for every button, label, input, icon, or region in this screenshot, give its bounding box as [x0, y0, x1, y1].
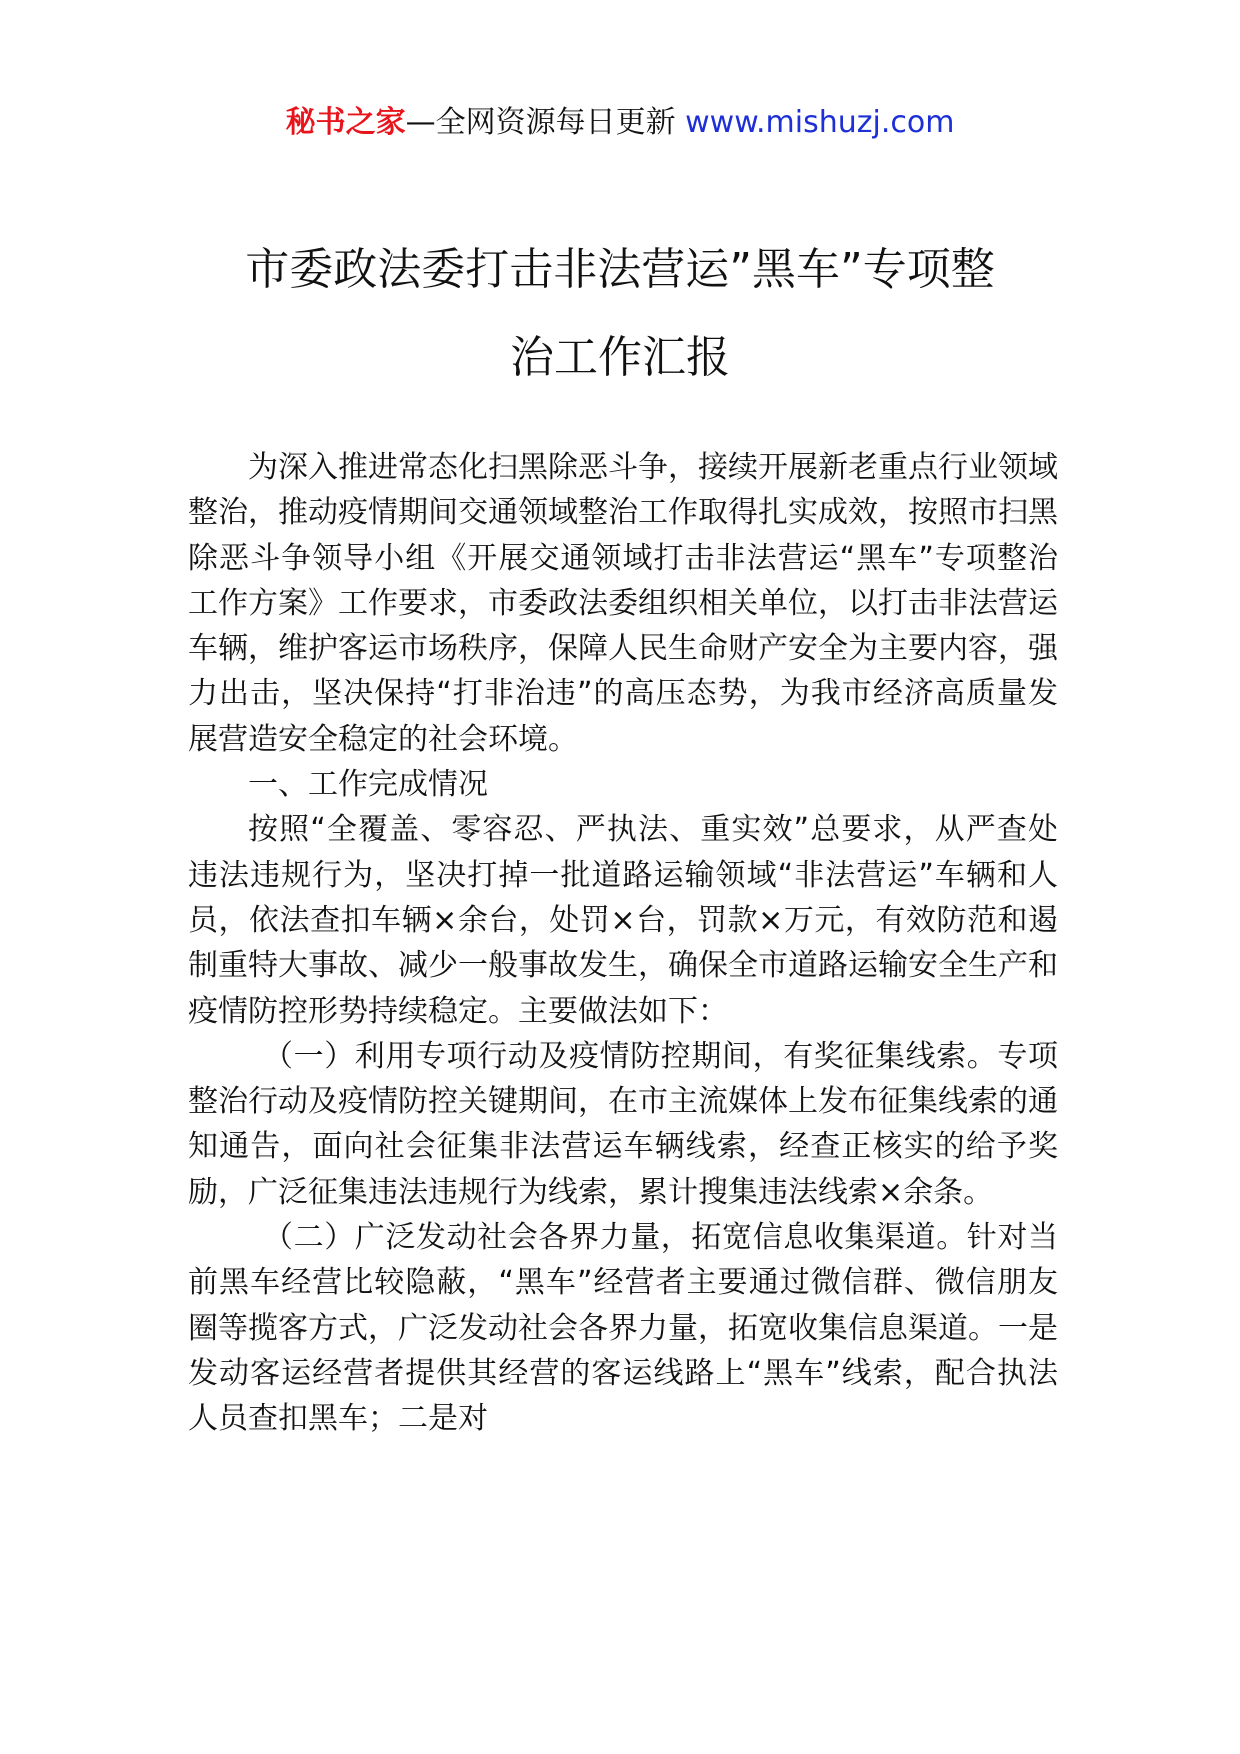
header-tagline: —全网资源每日更新 [405, 105, 686, 140]
subsection-2-paragraph: （二）广泛发动社会各界力量，拓宽信息收集渠道。针对当前黑车经营比较隐蔽，“黑车”经营者主要通过微信群、微信朋友圈等揽客方式，广泛发动社会各界力量，拓宽收集信息渠道。一是发动客运经营者提供其经营的客运线路上“黑车”线索，配合执法人员查扣黑车；二是对 [188, 1220, 1058, 1437]
document-title-line-1: 市委政法委打击非法营运”黑车”专项整 [245, 244, 995, 295]
work-status-paragraph: 按照“全覆盖、零容忍、严执法、重实效”总要求，从严查处违法违规行为，坚决打掉一批道路运输领域“非法营运”车辆和人员，依法查扣车辆×余台，处罚×台，罚款×万元，有效防范和遏制重特大事故、减少一般事故发生，确保全市道路运输安全生产和疫情防控形势持续稳定。主要做法如下： [188, 812, 1058, 1029]
header-banner [0, 103, 1240, 143]
section-heading-work-status: 一、工作完成情况 [248, 767, 488, 803]
document-body [188, 445, 1058, 1442]
intro-paragraph: 为深入推进常态化扫黑除恶斗争，接续开展新老重点行业领域整治，推动疫情期间交通领域整治工作取得扎实成效，按照市扫黑除恶斗争领导小组《开展交通领域打击非法营运“黑车”专项整治工作方案》工作要求，市委政法委组织相关单位，以打击非法营运车辆，维护客运市场秩序，保障人民生命财产安全为主要内容，强力出击，坚决保持“打非治违”的高压态势，为我市经济高质量发展营造安全稳定的社会环境。 [188, 450, 1058, 757]
document-title-line-2: 治工作汇报 [510, 332, 730, 383]
site-url-link[interactable]: www.mishuzj.com [685, 105, 955, 140]
subsection-1-paragraph: （一）利用专项行动及疫情防控期间，有奖征集线索。专项整治行动及疫情防控关键期间，在市主流媒体上发布征集线索的通知通告，面向社会征集非法营运车辆线索，经查正核实的给予奖励，广泛征集违法违规行为线索，累计搜集违法线索×余条。 [188, 1038, 1058, 1210]
document-title [0, 226, 1240, 402]
brand-name: 秘书之家 [285, 105, 406, 140]
